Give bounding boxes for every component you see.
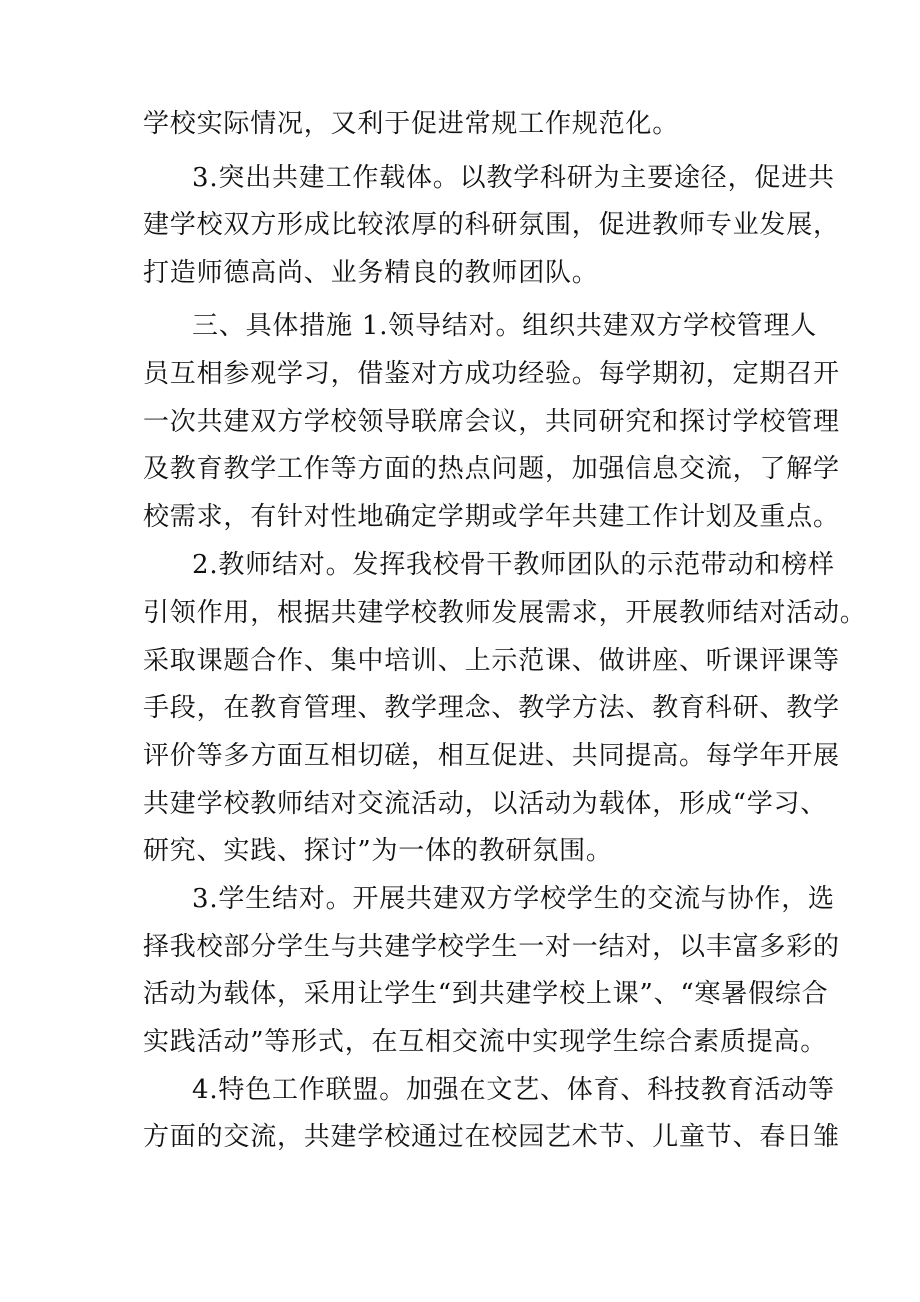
text-line: 引领作用，根据共建学校教师发展需求，开展教师结对活动。	[143, 598, 867, 628]
text-line: 3.学生结对。开展共建双方学校学生的交流与协作，选	[192, 884, 835, 914]
text-line: 及教育教学工作等方面的热点问题，加强信息交流，了解学	[143, 454, 840, 484]
text-line: 共建学校教师结对交流活动，以活动为载体，形成“学习、	[143, 789, 828, 819]
text-line: 研究、实践、探讨”为一体的教研氛围。	[143, 836, 613, 866]
text-line: 采取课题合作、集中培训、上示范课、做讲座、听课评课等	[143, 646, 840, 676]
text-line: 评价等多方面互相切磋，相互促进、共同提高。每学年开展	[143, 741, 840, 771]
text-line: 活动为载体，采用让学生“到共建学校上课”、“寒暑假综合	[143, 979, 829, 1009]
text-line: 实践活动”等形式，在互相交流中实现学生综合素质提高。	[143, 1027, 828, 1057]
text-line: 学校实际情况，又利于促进常规工作规范化。	[143, 109, 680, 139]
text-line: 建学校双方形成比较浓厚的科研氛围，促进教师专业发展，	[143, 210, 840, 240]
text-line: 员互相参观学习，借鉴对方成功经验。每学期初，定期召开	[143, 359, 840, 389]
text-line: 4.特色工作联盟。加强在文艺、体育、科技教育活动等	[192, 1075, 835, 1105]
text-line: 择我校部分学生与共建学校学生一对一结对，以丰富多彩的	[143, 932, 840, 962]
text-line: 3.突出共建工作载体。以教学科研为主要途径，促进共	[192, 163, 835, 193]
text-line: 三、具体措施 1.领导结对。组织共建双方学校管理人	[192, 311, 818, 341]
text-line: 2.教师结对。发挥我校骨干教师团队的示范带动和榜样	[192, 550, 835, 580]
text-line: 手段，在教育管理、教学理念、教学方法、教育科研、教学	[143, 693, 840, 723]
text-line: 校需求，有针对性地确定学期或学年共建工作计划及重点。	[143, 502, 840, 532]
text-line: 一次共建双方学校领导联席会议，共同研究和探讨学校管理	[143, 407, 840, 437]
text-line: 打造师德高尚、业务精良的教师团队。	[143, 258, 599, 288]
text-line: 方面的交流，共建学校通过在校园艺术节、儿童节、春日雏	[143, 1122, 840, 1152]
